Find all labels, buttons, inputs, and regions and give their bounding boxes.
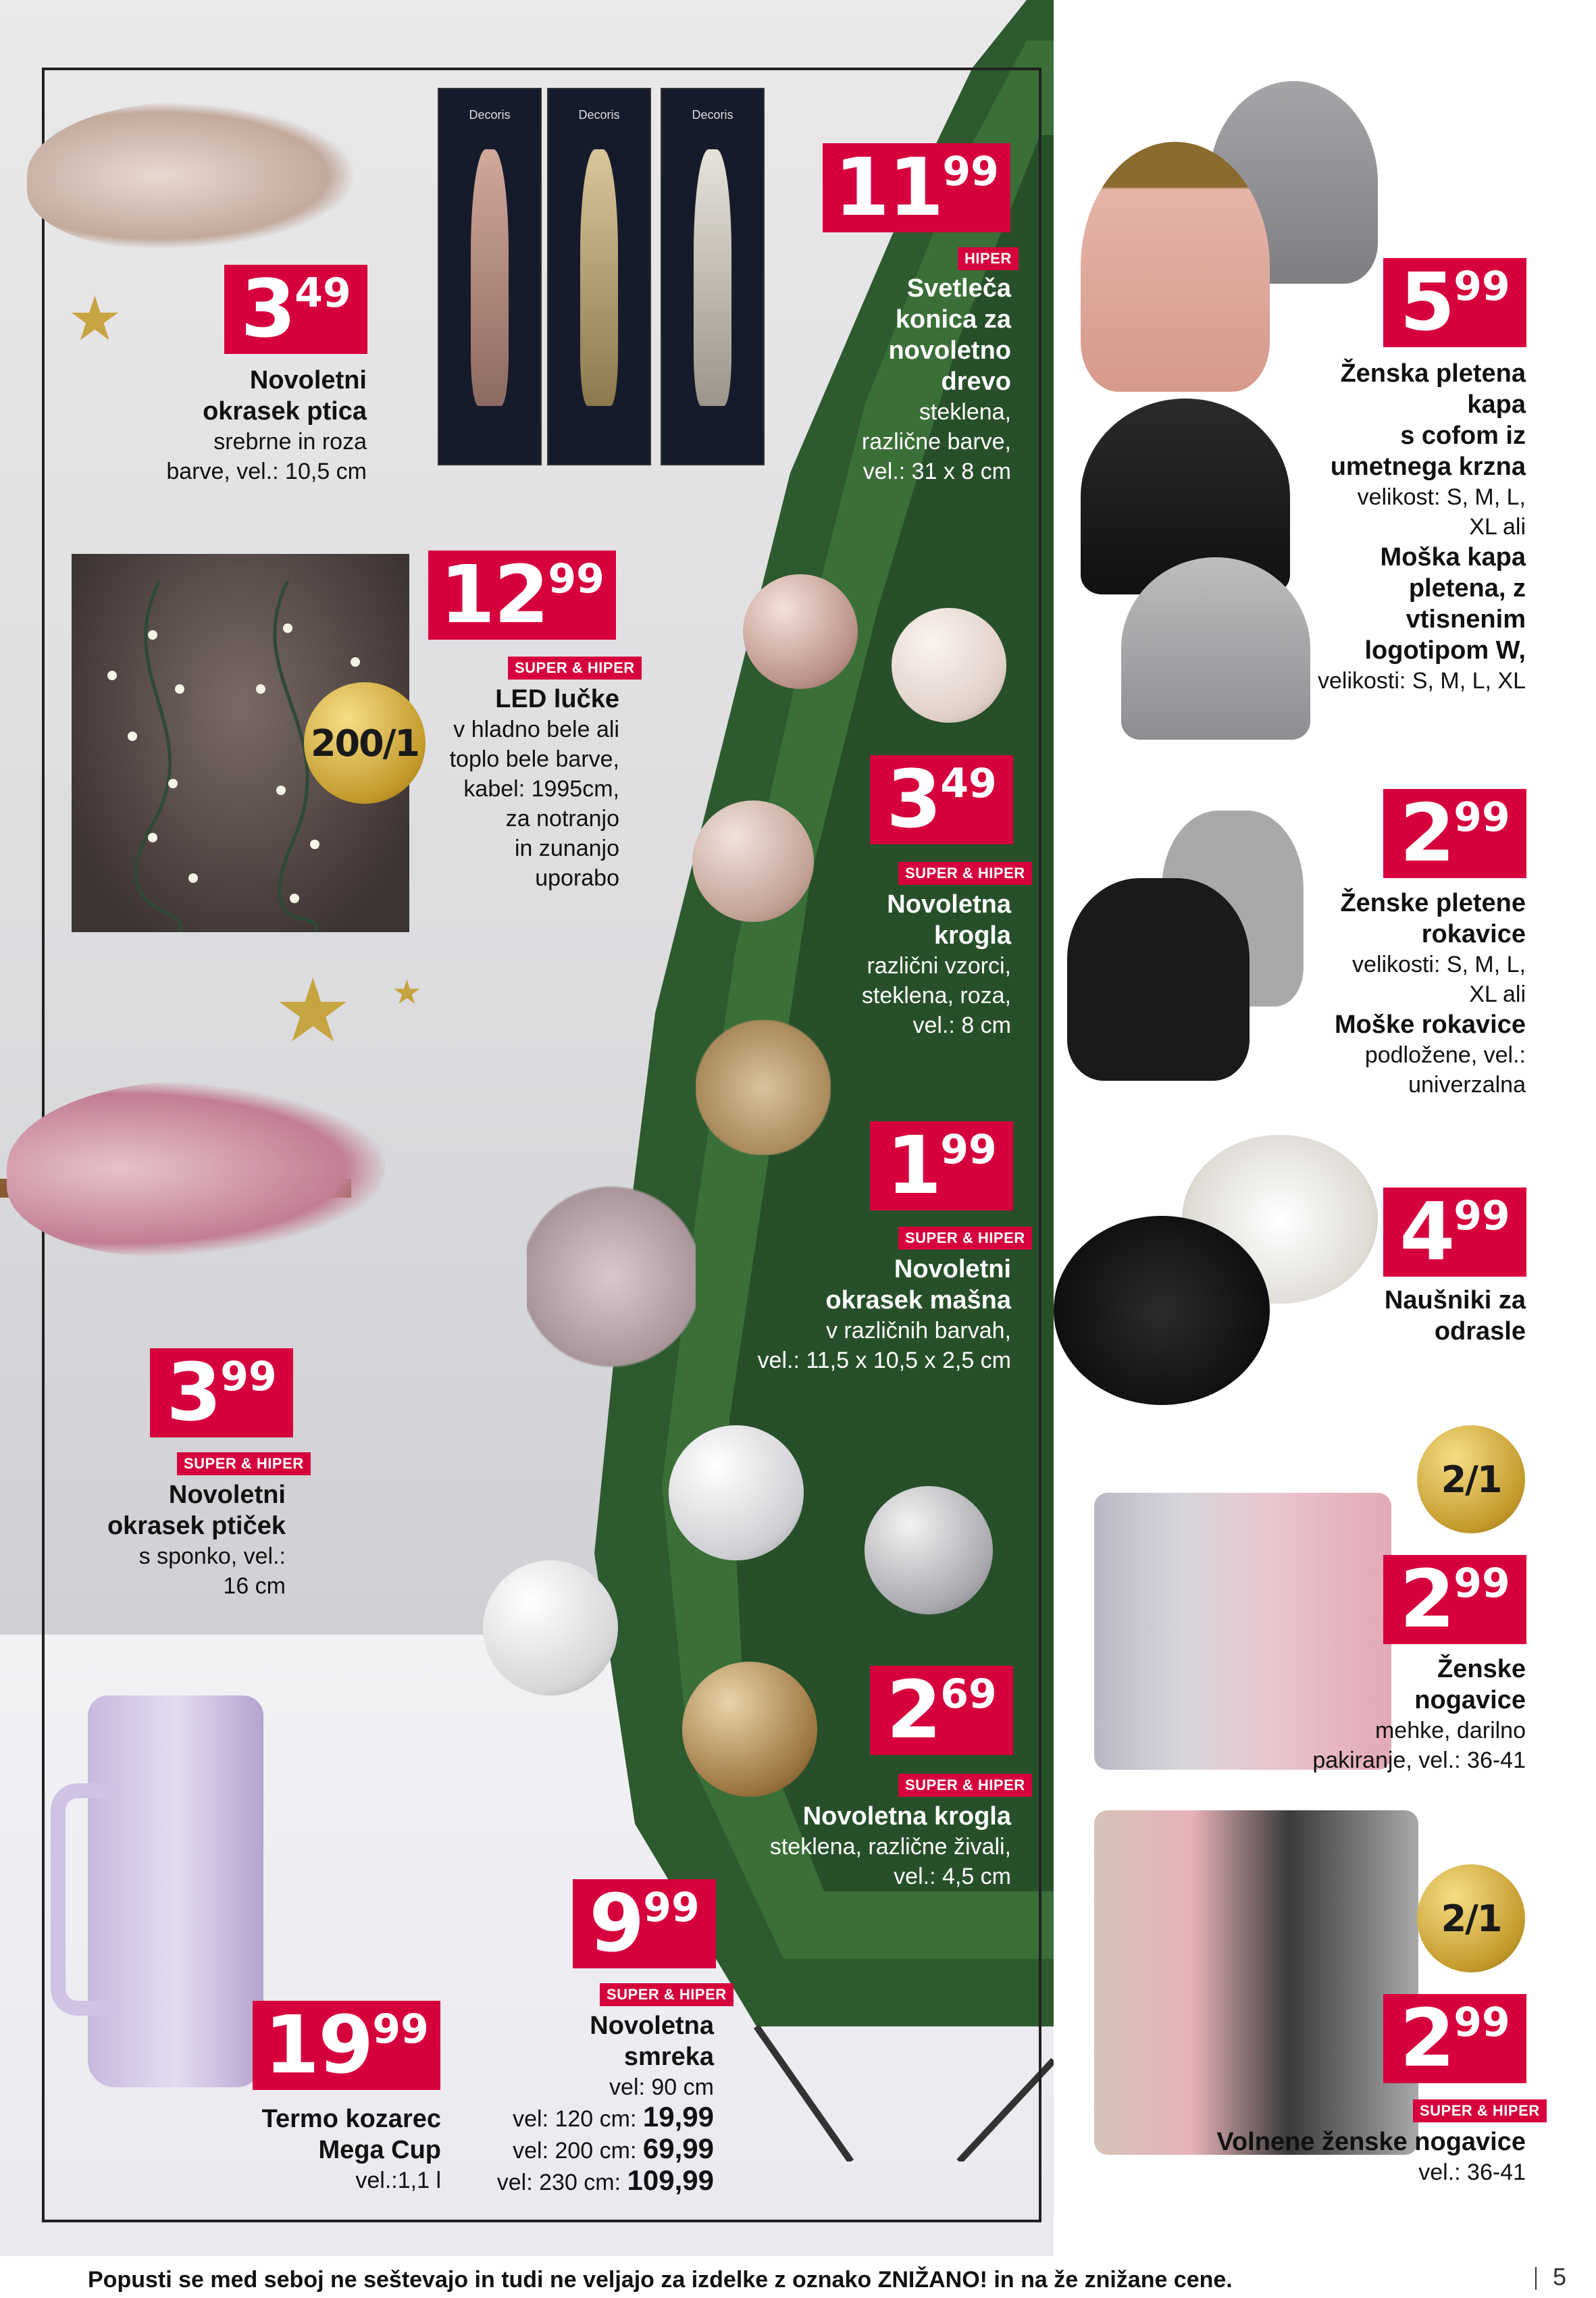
desc-gloves: Ženske pletene rokavice velikosti: S, M, L, XL ali Moške rokavice podložene, vel.: univerzalna [1334, 889, 1526, 1098]
box-brand: Decoris [469, 108, 511, 122]
store-tag-bow: SUPER & HIPER [898, 1227, 1032, 1250]
desc-bird: Novoletni okrasek ptica srebrne in roza barve, vel.: 10,5 cm [166, 366, 367, 484]
mouse-ball [865, 1486, 993, 1614]
desc-animal-ball: Novoletna krogla steklena, različne živali, vel.: 4,5 cm [769, 1802, 1011, 1889]
badge-2-1: 2/1 [1417, 1425, 1525, 1533]
bird-ornament-image [27, 101, 358, 250]
price-tag-animal-ball: 2 69 [870, 1666, 1013, 1755]
price-tag-tree-top: 11 99 [823, 143, 1010, 232]
store-tag-wool-socks: SUPER & HIPER [1413, 2099, 1547, 2122]
price-tag-earmuffs: 4 99 [1383, 1188, 1526, 1277]
badge-2-1: 2/1 [1417, 1864, 1525, 1972]
badge-200-1: 200/1 [304, 682, 426, 804]
pink-bird-clip-image [7, 1081, 385, 1256]
desc-cup: Termo kozarec Mega Cup vel.:1,1 l [261, 2105, 441, 2193]
price-tag-socks: 2 99 [1383, 1555, 1526, 1644]
price-tag-cup: 19 99 [253, 2001, 440, 2090]
page-number: 5 [1535, 2263, 1566, 2291]
store-tag-tree-top: HIPER [958, 247, 1019, 270]
tree-topper-box [547, 88, 651, 465]
desc-bird-clip: Novoletni okrasek ptiček s sponko, vel.: 16 cm [107, 1481, 286, 1599]
bear-ball-white [483, 1560, 618, 1695]
desc-hat: Ženska pletena kapa s cofom iz umetnega krzna velikost: S, M, L, XL ali Moška kapa pletena, z vtisnenim logotipom W, velikosti: S, M, L, XL [1318, 359, 1526, 694]
divider [1535, 2267, 1537, 2290]
desc-bow: Novoletni okrasek mašna v različnih barvah, vel.: 11,5 x 10,5 x 2,5 cm [757, 1255, 1011, 1373]
pink-pompom-hat-image [1081, 142, 1270, 392]
desc-tree-top: Svetleča konica za novoletno drevo steklena, različne barve, vel.: 31 x 8 cm [861, 274, 1011, 484]
desc-earmuffs: Naušniki za odrasle [1384, 1286, 1526, 1346]
pink-glass-ball [743, 574, 858, 689]
tumbler-handle [51, 1783, 120, 2016]
price-tag-bird: 3 49 [224, 265, 367, 354]
store-tag-bird-clip: SUPER & HIPER [177, 1452, 311, 1475]
desc-wool-socks: Volnene ženske nogavice vel.: 36-41 [1216, 2128, 1526, 2185]
store-tag-ball: SUPER & HIPER [898, 862, 1032, 885]
white-glass-ball [892, 608, 1006, 723]
price-tag-bow: 1 99 [870, 1121, 1013, 1210]
price-tag-wool-socks: 2 99 [1383, 1994, 1526, 2083]
gold-bow [696, 1020, 831, 1155]
price-tag-hat: 5 99 [1383, 258, 1526, 347]
price-tag-bird-clip: 3 99 [150, 1348, 293, 1437]
desc-socks: Ženske nogavice mehke, darilno pakiranje, vel.: 36-41 [1312, 1655, 1526, 1773]
variant-row: vel: 120 cm: 19,99 [513, 2101, 714, 2133]
variant-row: vel: 200 cm: 69,99 [513, 2133, 714, 2164]
box-brand: Decoris [692, 108, 733, 122]
wool-socks-image [1094, 1810, 1418, 2155]
price-tag-gloves: 2 99 [1383, 789, 1526, 878]
price-tag-xmas-tree: 9 99 [573, 1879, 716, 1968]
gold-star-icon: ★ [68, 286, 122, 353]
store-tag-xmas-tree: SUPER & HIPER [600, 1983, 733, 2006]
bear-ball-gold [682, 1662, 817, 1797]
bunny-ball [669, 1425, 804, 1560]
store-tag-animal-ball: SUPER & HIPER [898, 1774, 1032, 1797]
gold-star-icon: ★ [392, 973, 422, 1011]
tree-topper-box [438, 88, 542, 465]
gold-star-icon: ★ [274, 961, 353, 1060]
price-tag-led: 12 99 [428, 551, 616, 640]
desc-led: LED lučke v hladno bele ali toplo bele barve, kabel: 1995cm, za notranjo in zunanjo uporabo [449, 685, 619, 891]
footer-disclaimer: Popusti se med seboj ne seštevajo in tudi ne veljajo za izdelke z oznako ZNIŽANO! in na že znižane cene. [88, 2267, 1233, 2293]
black-gloves-image [1067, 878, 1250, 1081]
variant-row: vel: 230 cm: 109,99 [496, 2164, 714, 2196]
black-earmuffs-image [1054, 1216, 1270, 1405]
desc-xmas-tree: Novoletna smreka vel: 90 cm vel: 120 cm: 19,99 vel: 200 cm: 69,99 vel: 230 cm: 109,99 [430, 2010, 714, 2197]
store-tag-led: SUPER & HIPER [508, 657, 642, 680]
box-brand: Decoris [578, 108, 620, 122]
desc-ball: Novoletna krogla različni vzorci, steklena, roza, vel.: 8 cm [861, 890, 1011, 1038]
price-tag-ball: 3 49 [870, 755, 1013, 844]
